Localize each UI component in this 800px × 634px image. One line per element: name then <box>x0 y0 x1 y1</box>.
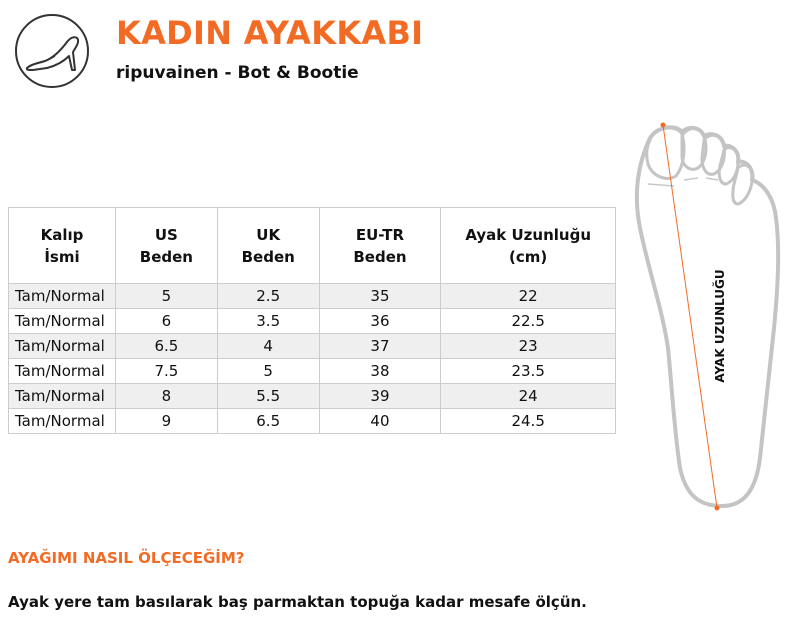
table-row <box>9 284 616 309</box>
table-cell: 24 <box>441 384 616 409</box>
page-subtitle: ripuvainen - Bot & Bootie <box>116 63 359 83</box>
table-cell: 22.5 <box>441 309 616 334</box>
table-cell: 6.5 <box>115 334 217 359</box>
table-cell: 8 <box>115 384 217 409</box>
table-cell: Tam/Normal <box>9 334 116 359</box>
table-cell: 40 <box>319 409 441 434</box>
table-row <box>9 359 616 384</box>
table-cell: 36 <box>319 309 441 334</box>
table-row <box>9 409 616 434</box>
table-cell: 23.5 <box>441 359 616 384</box>
table-cell: 7.5 <box>115 359 217 384</box>
page-title: KADIN AYAKKABI <box>116 14 424 52</box>
table-cell: 22 <box>441 284 616 309</box>
table-cell: 35 <box>319 284 441 309</box>
table-cell: Tam/Normal <box>9 284 116 309</box>
table-cell: 9 <box>115 409 217 434</box>
table-cell: 5 <box>217 359 319 384</box>
column-header-uk: UK Beden <box>217 208 319 284</box>
howto-instruction: Ayak yere tam basılarak baş parmaktan topuğa kadar mesafe ölçün. <box>8 593 587 611</box>
table-cell: 6 <box>115 309 217 334</box>
table-cell: 39 <box>319 384 441 409</box>
table-cell: 24.5 <box>441 409 616 434</box>
table-cell: 6.5 <box>217 409 319 434</box>
high-heel-shoe-icon <box>15 14 89 88</box>
howto-heading: AYAĞIMI NASIL ÖLÇECEĞİM? <box>8 549 245 567</box>
table-row <box>9 334 616 359</box>
foot-outline-icon <box>628 118 788 514</box>
size-table <box>8 207 616 434</box>
table-cell: 2.5 <box>217 284 319 309</box>
table-cell: Tam/Normal <box>9 409 116 434</box>
table-cell: Tam/Normal <box>9 309 116 334</box>
table-cell: Tam/Normal <box>9 384 116 409</box>
table-row <box>9 309 616 334</box>
table-cell: 5 <box>115 284 217 309</box>
table-cell: 3.5 <box>217 309 319 334</box>
table-cell: Tam/Normal <box>9 359 116 384</box>
table-cell: 37 <box>319 334 441 359</box>
foot-length-label: AYAK UZUNLUĞU <box>713 269 727 383</box>
table-cell: 38 <box>319 359 441 384</box>
table-cell: 5.5 <box>217 384 319 409</box>
table-cell: 4 <box>217 334 319 359</box>
table-cell: 23 <box>441 334 616 359</box>
column-header-eu-tr: EU-TR Beden <box>319 208 441 284</box>
column-header-pattern: Kalıp İsmi <box>9 208 116 284</box>
table-header-row <box>9 208 616 284</box>
column-header-us: US Beden <box>115 208 217 284</box>
table-row <box>9 384 616 409</box>
column-header-foot-length: Ayak Uzunluğu (cm) <box>441 208 616 284</box>
